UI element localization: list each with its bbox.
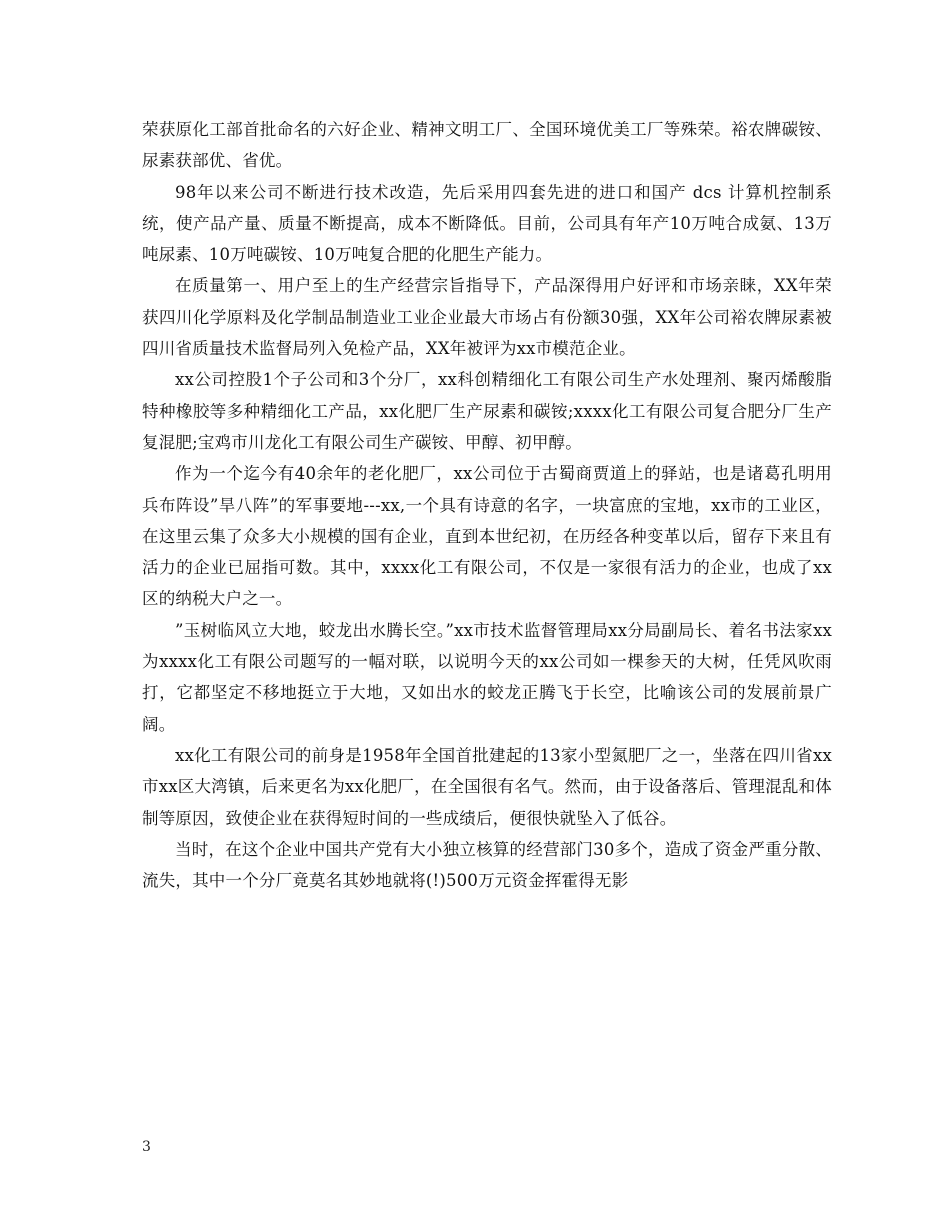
body-text [142, 114, 832, 896]
paragraph-7: xx化工有限公司的前身是1958年全国首批建起的13家小型氮肥厂之一，坐落在四川省xx市xx区大湾镇，后来更名为xx化肥厂，在全国很有名气。然而，由于设备落后、管理混乱和体制等原因，致使企业在获得短时间的一些成绩后，便很快就坠入了低谷。 [142, 745, 832, 828]
page-number: 3 [142, 1139, 151, 1155]
paragraph-3: 在质量第一、用户至上的生产经营宗旨指导下，产品深得用户好评和市场亲睐，XX年荣获四川化学原料及化学制品制造业工业企业最大市场占有份额30强，XX年公司裕农牌尿素被四川省质量技术监督局列入免检产品，XX年被评为xx市模范企业。 [142, 276, 832, 359]
paragraph-6: ”玉树临风立大地，蛟龙出水腾长空。”xx市技术监督管理局xx分局副局长、着名书法家xx为xxxx化工有限公司题写的一幅对联，以说明今天的xx公司如一棵参天的大树，任凭风吹雨打，它都坚定不移地挺立于大地，又如出水的蛟龙正腾飞于长空，比喻该公司的发展前景广阔。 [142, 620, 832, 734]
paragraph-1: 荣获原化工部首批命名的六好企业、精神文明工厂、全国环境优美工厂等殊荣。裕农牌碳铵、尿素获部优、省优。 [142, 120, 832, 171]
paragraph-5: 作为一个迄今有40余年的老化肥厂，xx公司位于古蜀商贾道上的驿站，也是诸葛孔明用兵布阵设”旱八阵”的军事要地---xx,一个具有诗意的名字，一块富庶的宝地，xx市的工业区，在这里云集了众多大小规模的国有企业，直到本世纪初，在历经各种变革以后，留存下来且有活力的企业已屈指可数。其中，xxxx化工有限公司，不仅是一家很有活力的企业，也成了xx区的纳税大户之一。 [142, 464, 832, 609]
paragraph-8: 当时，在这个企业中国共产党有大小独立核算的经营部门30多个，造成了资金严重分散、流失，其中一个分厂竟莫名其妙地就将(!)500万元资金挥霍得无影 [142, 839, 832, 891]
paragraph-2: 98年以来公司不断进行技术改造，先后采用四套先进的进口和国产 dcs 计算机控制系统，使产品产量、质量不断提高，成本不断降低。目前，公司具有年产10万吨合成氨、13万吨尿素、10万吨碳铵、10万吨复合肥的化肥生产能力。 [142, 182, 832, 265]
paragraph-4: xx公司控股1个子公司和3个分厂，xx科创精细化工有限公司生产水处理剂、聚丙烯酸脂特种橡胶等多种精细化工产品，xx化肥厂生产尿素和碳铵;xxxx化工有限公司复合肥分厂生产复混肥;宝鸡市川龙化工有限公司生产碳铵、甲醇、初甲醇。 [142, 370, 832, 452]
